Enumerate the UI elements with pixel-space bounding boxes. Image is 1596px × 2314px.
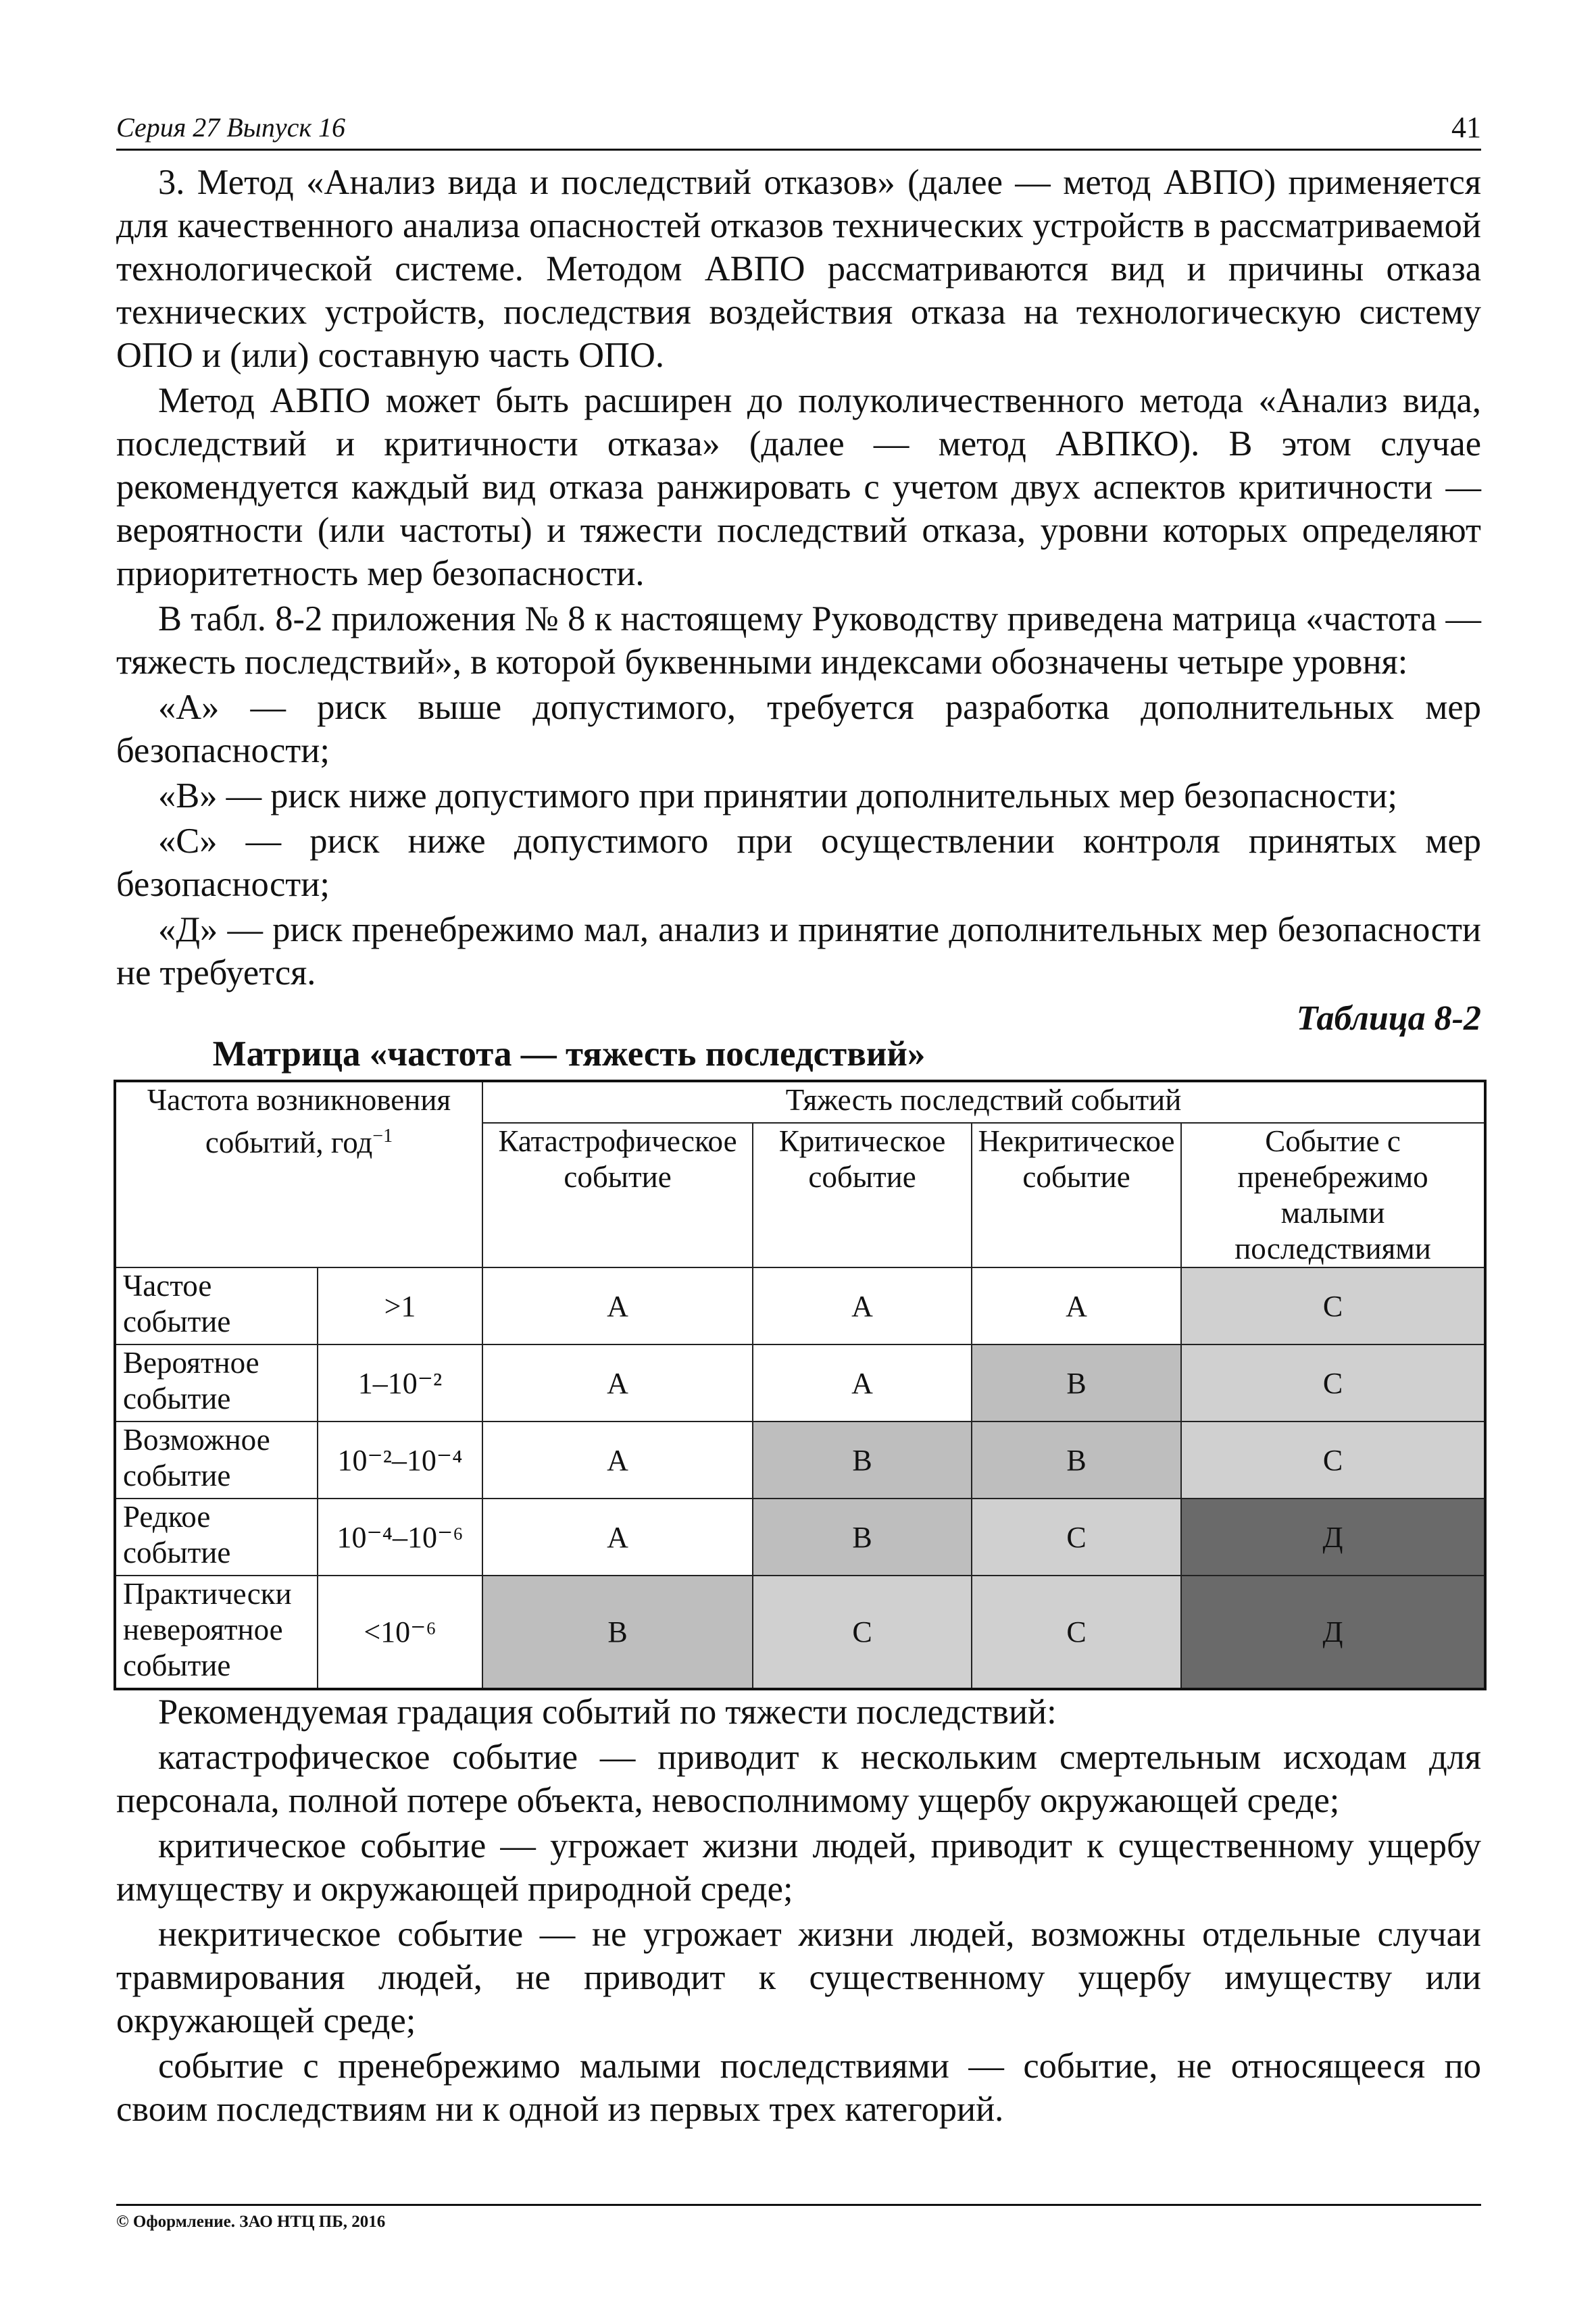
table-row (115, 1344, 1485, 1422)
risk-matrix-table (114, 1080, 1487, 1690)
footer-copyright: © Оформление. ЗАО НТЦ ПБ, 2016 (116, 2204, 1481, 2232)
frequency-range: 10⁻²–10⁻⁴ (318, 1422, 482, 1499)
risk-cell: С (972, 1576, 1181, 1689)
table-row (115, 1576, 1485, 1689)
risk-cell: А (482, 1267, 753, 1344)
risk-cell: С (753, 1576, 972, 1689)
table-title: Матрица «частота — тяжесть последствий» (212, 1034, 926, 1074)
risk-cell: А (972, 1267, 1181, 1344)
paragraph-level-b: «В» — риск ниже допустимого при принятии дополнительных мер безопасности; (158, 776, 1397, 815)
table-row (115, 1422, 1485, 1499)
risk-cell: С (1181, 1344, 1485, 1422)
body-text-bottom (116, 1690, 1481, 2133)
table-row (115, 1499, 1485, 1576)
risk-cell: А (753, 1267, 972, 1344)
risk-cell: А (482, 1344, 753, 1422)
paragraph-negligible: событие с пренебрежимо малыми последствиями — событие, не относящееся по своим последствиям ни к одной из первых трех категорий. (116, 2046, 1481, 2129)
paragraph-method-avpko: Метод АВПО может быть расширен до полуколичественного метода «Анализ вида, последствий и критичности отказа» (далее — метод АВПКО). В этом случае рекомендуется каждый вид отказа ранжировать с учетом двух аспектов критичности — вероятности (или частоты) и тяжести последствий отказа, уровни которых определяют приоритетность мер безопасности. (116, 381, 1481, 593)
paragraph-matrix-intro: В табл. 8-2 приложения № 8 к настоящему Руководству приведена матрица «частота —тяжесть последствий», в которой буквенными индексами обозначены четыре уровня: (116, 599, 1481, 682)
event-frequency-label: Частое событие (115, 1267, 318, 1344)
risk-cell: В (482, 1576, 753, 1689)
risk-cell: С (1181, 1267, 1485, 1344)
paragraph-catastrophic: катастрофическое событие — приводит к нескольким смертельным исходам для персонала, полной потере объекта, невосполнимому ущербу окружающей среде; (116, 1738, 1481, 1820)
risk-cell: В (972, 1422, 1181, 1499)
risk-cell: А (753, 1344, 972, 1422)
event-frequency-label: Редкое событие (115, 1499, 318, 1576)
risk-cell: В (753, 1422, 972, 1499)
paragraph-level-c: «С» — риск ниже допустимого при осуществлении контроля принятых мер безопасности; (116, 822, 1481, 904)
event-frequency-label: Возможное событие (115, 1422, 318, 1499)
series-label: Серия 27 Выпуск 16 (116, 112, 346, 143)
frequency-range: <10⁻⁶ (318, 1576, 482, 1689)
table-header-row-1 (115, 1081, 1485, 1123)
risk-cell: А (482, 1499, 753, 1576)
severity-col-noncritical: Некритическое событие (972, 1123, 1181, 1267)
paragraph-level-d: «Д» — риск пренебрежимо мал, анализ и принятие дополнительных мер безопасности не требуется. (116, 910, 1481, 992)
paragraph-noncritical: некритическое событие — не угрожает жизни людей, возможны отдельные случаи травмирования людей, не приводит к существенному ущербу имуществу или окружающей среде; (116, 1915, 1481, 2040)
body-text-top (116, 161, 1481, 997)
risk-cell: Д (1181, 1499, 1485, 1576)
risk-cell: В (972, 1344, 1181, 1422)
severity-col-catastrophic: Катастрофическое событие (482, 1123, 753, 1267)
running-header (116, 108, 1481, 151)
frequency-range: 10⁻⁴–10⁻⁶ (318, 1499, 482, 1576)
frequency-range: 1–10⁻² (318, 1344, 482, 1422)
severity-header: Тяжесть последствий событий (482, 1081, 1485, 1123)
paragraph-critical: критическое событие — угрожает жизни людей, приводит к существенному ущербу имуществу и окружающей природной среде; (116, 1826, 1481, 1909)
risk-cell: В (753, 1499, 972, 1576)
event-frequency-label: Практически невероятное событие (115, 1576, 318, 1689)
severity-col-critical: Критическое событие (753, 1123, 972, 1267)
paragraph-method-avpo: 3. Метод «Анализ вида и последствий отказов» (далее — метод АВПО) применяется для качественного анализа опасностей отказов технических устройств в рассматриваемой технологической системе. Методом АВПО рассматриваются вид и причины отказа технических устройств, последствия воздействия отказа на технологическую систему ОПО и (или) составную часть ОПО. (116, 163, 1481, 375)
frequency-range: >1 (318, 1267, 482, 1344)
paragraph-level-a: «А» — риск выше допустимого, требуется разработка дополнительных мер безопасности; (116, 688, 1481, 770)
risk-cell: С (972, 1499, 1181, 1576)
risk-cell: Д (1181, 1576, 1485, 1689)
table-row (115, 1267, 1485, 1344)
page-number: 41 (1451, 111, 1481, 144)
severity-col-negligible: Событие с пренебрежимо малыми последствиями (1181, 1123, 1485, 1267)
frequency-header: Частота возникновения событий, год$^{-1}$ (115, 1081, 482, 1267)
table-label: Таблица 8-2 (1296, 999, 1481, 1038)
event-frequency-label: Вероятное событие (115, 1344, 318, 1422)
paragraph-gradation-intro: Рекомендуемая градация событий по тяжести последствий: (158, 1692, 1057, 1732)
risk-cell: А (482, 1422, 753, 1499)
risk-cell: С (1181, 1422, 1485, 1499)
